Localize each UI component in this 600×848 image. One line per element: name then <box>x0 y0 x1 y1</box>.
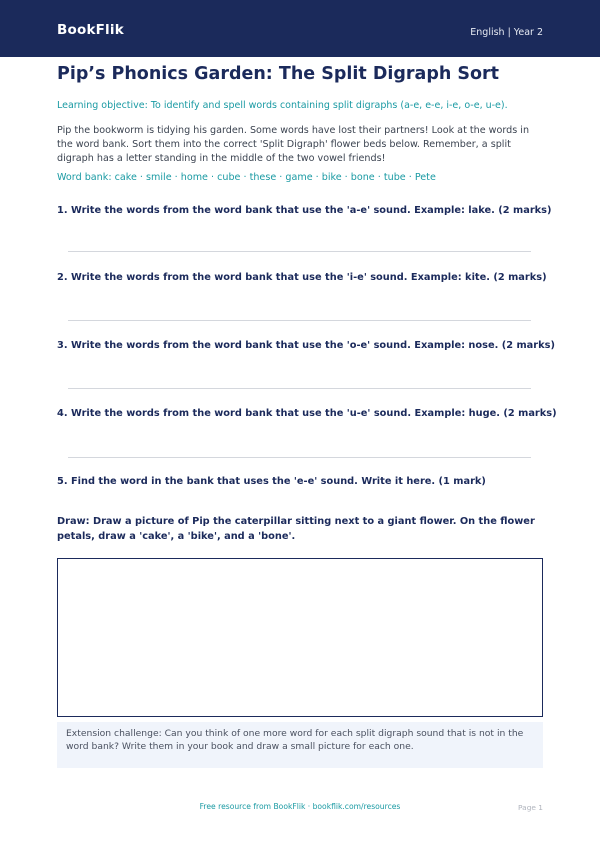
question-3: 3. Write the words from the word bank that use the 'o-e' sound. Example: nose. (2 marks) <box>57 340 555 351</box>
answer-line-3[interactable] <box>68 388 531 389</box>
drawing-area[interactable] <box>57 558 543 717</box>
intro-text: Pip the bookworm is tidying his garden. Some words have lost their partners! Look at the words in the word bank. Sort them into the correct 'Split Digraph' flower beds below. Remember, a split digraph has a letter standing in the middle of the two vowel friends! <box>57 125 530 164</box>
question-5: 5. Find the word in the bank that uses the 'e-e' sound. Write it here. (1 mark) <box>57 476 486 487</box>
header-bar <box>0 0 600 57</box>
learning-objective: Learning objective: To identify and spell words containing split digraphs (a-e, e-e, i-e, o-e, u-e). <box>57 100 508 111</box>
page-title: Pip’s Phonics Garden: The Split Digraph Sort <box>57 64 500 84</box>
word-bank: Word bank: cake · smile · home · cube · these · game · bike · bone · tube · Pete <box>57 172 436 183</box>
extension-challenge-text: Extension challenge: Can you think of one more word for each split digraph sound that is not in the word bank? Write them in your book and draw a small picture for each one. <box>66 728 524 752</box>
subject-year-label: English | Year 2 <box>470 27 543 38</box>
question-2: 2. Write the words from the word bank that use the 'i-e' sound. Example: kite. (2 marks) <box>57 272 547 283</box>
answer-line-1[interactable] <box>68 251 531 252</box>
answer-line-4[interactable] <box>68 457 531 458</box>
footer-credit[interactable]: Free resource from BookFlik · bookflik.com/resources <box>199 802 401 811</box>
page-number: Page 1 <box>518 803 543 812</box>
answer-line-2[interactable] <box>68 320 531 321</box>
question-4: 4. Write the words from the word bank that use the 'u-e' sound. Example: huge. (2 marks) <box>57 408 557 419</box>
brand-logo[interactable]: BookFlik <box>57 22 124 38</box>
draw-task: Draw: Draw a picture of Pip the caterpillar sitting next to a giant flower. On the flower petals, draw a 'cake', a 'bike', and a 'bone'. <box>57 516 535 542</box>
question-1: 1. Write the words from the word bank that use the 'a-e' sound. Example: lake. (2 marks) <box>57 205 552 216</box>
extension-challenge-box <box>57 722 543 768</box>
